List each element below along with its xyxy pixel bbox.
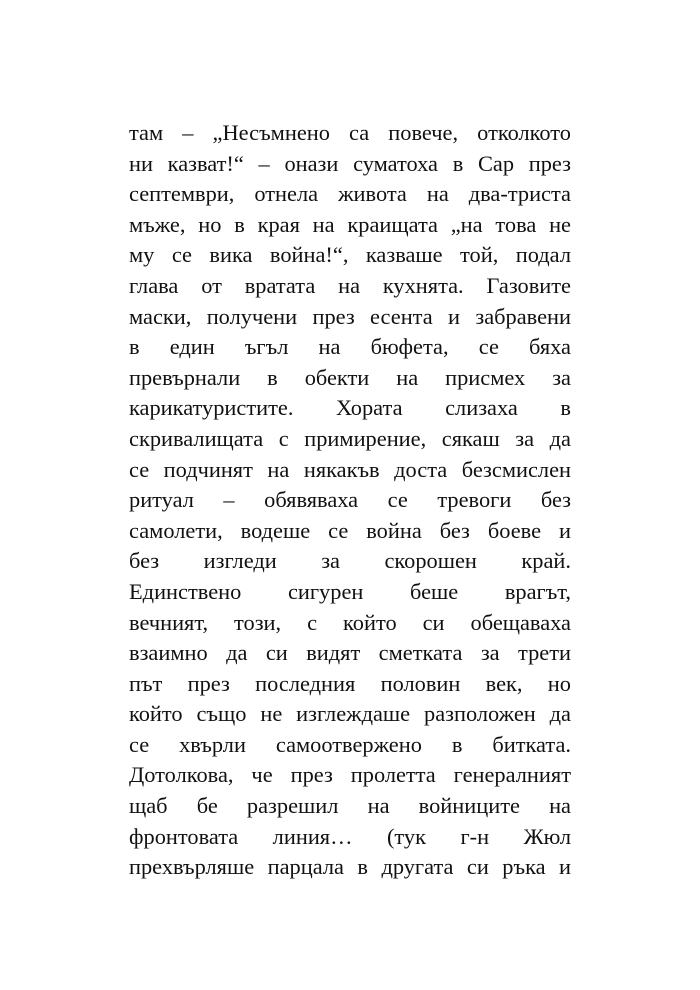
text-line: път през последния половин век, но [129,670,571,696]
text-line: щаб бе разрешил на войниците на [129,793,571,819]
text-line: глава от вратата на кухнята. Газовите [129,272,571,298]
text-line: септември, отнела живота на два-триста [129,181,571,207]
text-line: който също не изглеждаше разположен да [129,701,571,727]
text-line: в един ъгъл на бюфета, се бяха [129,334,571,360]
text-line: там – „Несъмнено са повече, отколкото [129,120,571,145]
text-line: се хвърли самоотвержено в битката. [129,731,571,757]
text-line: фронтовата линия… (тук г-н Жюл [129,823,571,849]
text-line: маски, получени през есента и забравени [129,303,571,329]
body-text [129,118,571,883]
text-line: прехвърляше парцала в другата си ръка и [129,854,571,880]
text-line: мъже, но в края на краищата „на това не [129,211,571,237]
text-line: самолети, водеше се война без боеве и [129,517,571,543]
text-line: Единствено сигурен беше врагът, [129,578,571,604]
text-line: карикатуристите. Хората слизаха в [129,395,571,421]
text-line: превърнали в обекти на присмех за [129,364,571,390]
text-line: ни казват!“ – онази суматоха в Сар през [129,150,571,176]
text-line: взаимно да си видят сметката за трети [129,640,571,666]
text-line: без изгледи за скорошен край. [129,548,571,574]
text-line: вечният, този, с който си обещаваха [129,609,571,635]
text-line: се подчинят на някакъв доста безсмислен [129,456,571,482]
text-line: му се вика война!“, казваше той, подал [129,242,571,268]
text-line: скривалищата с примирение, сякаш за да [129,425,571,451]
text-line: ритуал – обявяваха се тревоги без [129,487,571,513]
text-line: Дотолкова, че през пролетта генералният [129,762,571,788]
